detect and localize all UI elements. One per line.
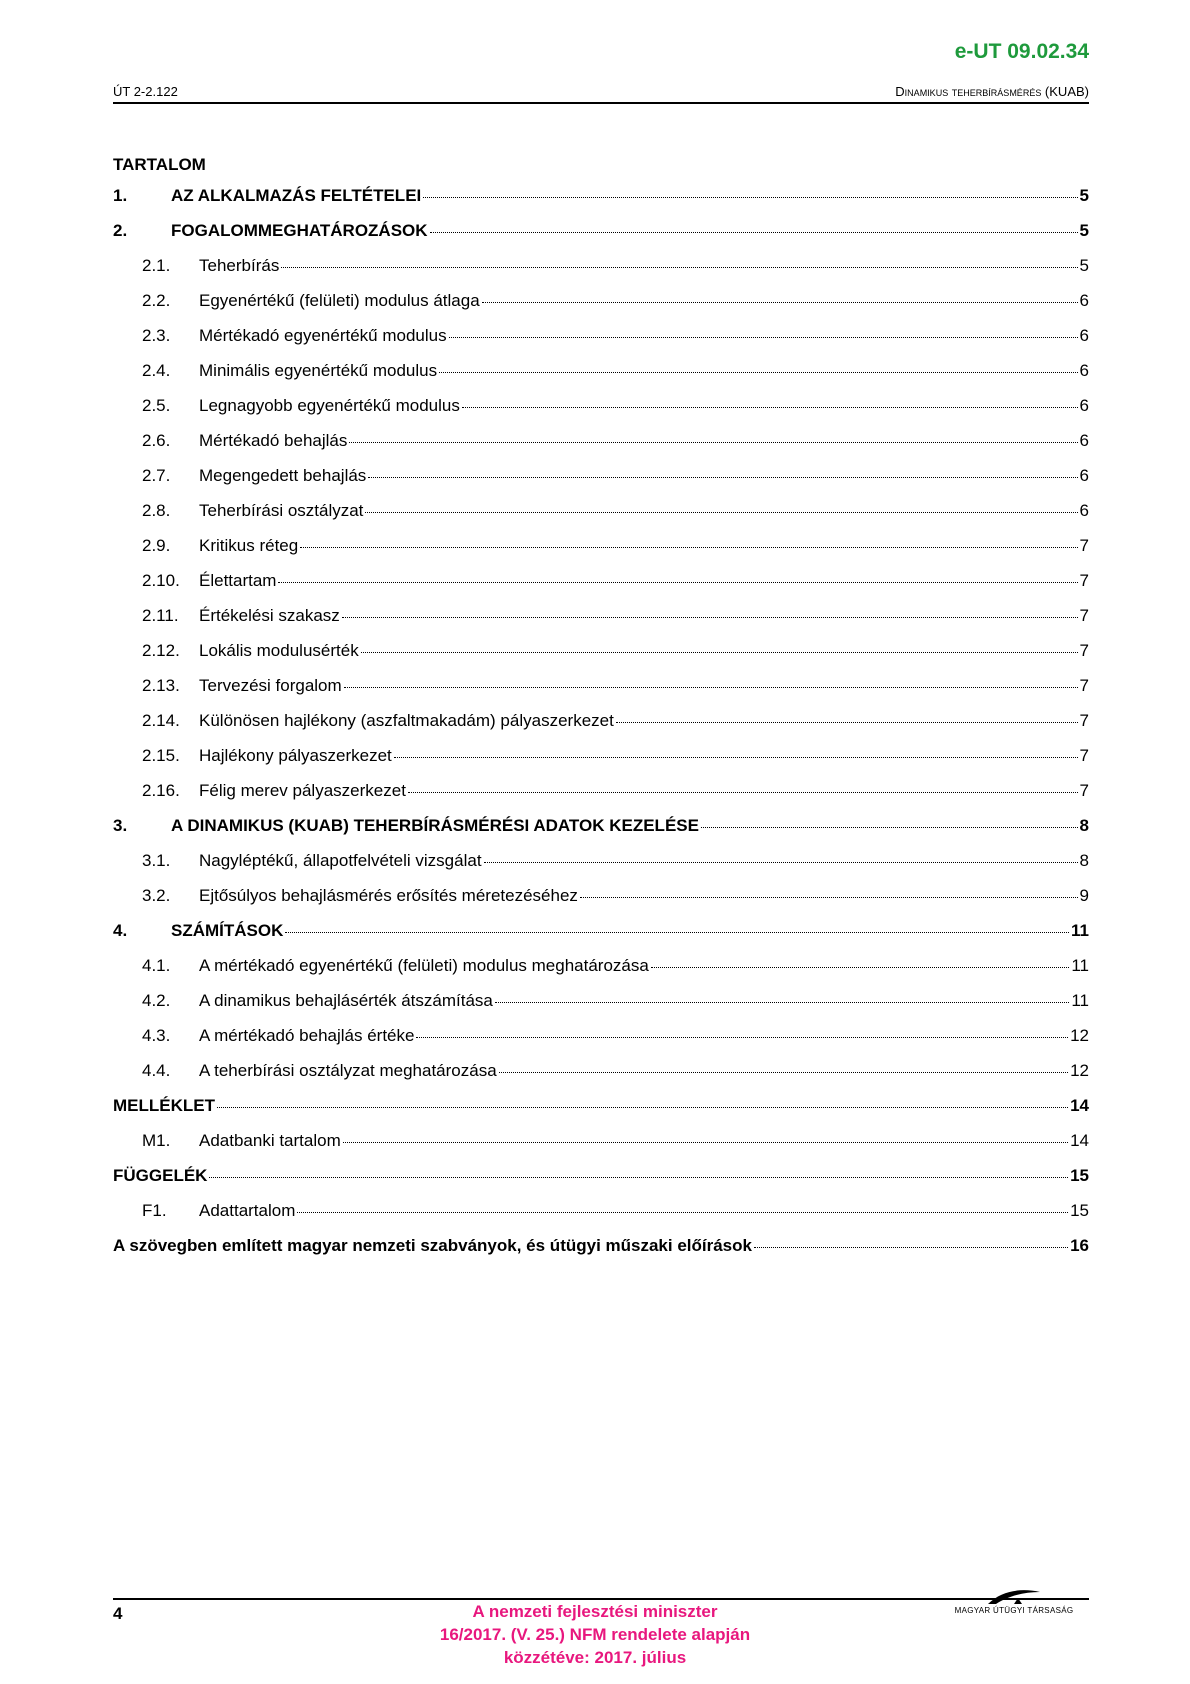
toc-entry-number: 2.14. (142, 711, 180, 730)
toc-entry-page: 7 (1079, 711, 1089, 730)
toc-entry-page: 7 (1079, 641, 1089, 660)
toc-entry-title: Ejtősúlyos behajlásmérés erősítés méretezéséhez (199, 886, 578, 905)
toc-entry[interactable] (113, 711, 1089, 746)
toc-entry[interactable] (113, 1131, 1089, 1166)
toc-entry-page: 6 (1079, 431, 1089, 450)
toc-leader (361, 652, 1078, 653)
toc-entry[interactable] (113, 466, 1089, 501)
toc-entry[interactable] (113, 816, 1089, 851)
toc-entry-number: 3.1. (142, 851, 171, 870)
toc-leader (342, 617, 1078, 618)
toc-leader (416, 1037, 1068, 1038)
toc-leader (281, 267, 1077, 268)
toc-leader (365, 512, 1077, 513)
toc-entry-number: M1. (142, 1131, 171, 1150)
toc-entry-page: 9 (1079, 886, 1089, 905)
toc-entry-page: 6 (1079, 466, 1089, 485)
toc-entry-number: 2.5. (142, 396, 171, 415)
page-number: 4 (113, 1604, 123, 1623)
toc-entry-page: 6 (1079, 396, 1089, 415)
toc-entry-page: 6 (1079, 326, 1089, 345)
toc-entry-title: Mértékadó egyenértékű modulus (199, 326, 447, 345)
toc-leader (449, 337, 1078, 338)
header-rule (113, 102, 1089, 104)
toc-entry-number: 4.3. (142, 1026, 171, 1045)
toc-entry[interactable] (113, 1026, 1089, 1061)
toc-entry[interactable] (113, 1236, 1089, 1271)
toc-entry-title: MELLÉKLET (113, 1096, 215, 1115)
toc-entry-title: A mértékadó egyenértékű (felületi) modulus meghatározása (199, 956, 649, 975)
toc-entry[interactable] (113, 1166, 1089, 1201)
toc-leader (297, 1212, 1068, 1213)
toc-entry-number: 2.7. (142, 466, 171, 485)
toc-entry-number: 4.2. (142, 991, 171, 1010)
toc-leader (439, 372, 1077, 373)
toc-entry-number: 2.2. (142, 291, 171, 310)
toc-entry[interactable] (113, 291, 1089, 326)
toc-entry-page: 6 (1079, 361, 1089, 380)
toc-entry-page: 7 (1079, 746, 1089, 765)
toc-entry-number: 2.12. (142, 641, 180, 660)
road-swoosh-icon (984, 1586, 1044, 1606)
toc-leader (278, 582, 1077, 583)
toc-entry-page: 15 (1070, 1201, 1089, 1220)
toc-entry-page: 6 (1079, 501, 1089, 520)
toc-leader (754, 1247, 1068, 1248)
toc-entry-number: F1. (142, 1201, 167, 1220)
toc-entry-page: 7 (1079, 676, 1089, 695)
toc-heading: TARTALOM (113, 155, 206, 174)
toc-leader (616, 722, 1078, 723)
toc-entry-page: 6 (1079, 291, 1089, 310)
toc-entry-page: 14 (1070, 1131, 1089, 1150)
toc-entry-number: 2.3. (142, 326, 171, 345)
toc-leader (349, 442, 1077, 443)
toc-entry[interactable] (113, 851, 1089, 886)
toc-entry[interactable] (113, 361, 1089, 396)
toc-leader (499, 1072, 1068, 1073)
toc-entry-number: 2.13. (142, 676, 180, 695)
toc-entry-number: 4.1. (142, 956, 171, 975)
toc-entry-number: 2.4. (142, 361, 171, 380)
toc-entry-page: 8 (1079, 816, 1089, 835)
toc-entry-number: 2.10. (142, 571, 180, 590)
toc-entry-page: 5 (1079, 221, 1089, 240)
toc-entry-title: Kritikus réteg (199, 536, 299, 555)
toc-leader (343, 1142, 1068, 1143)
toc-entry-page: 14 (1070, 1096, 1089, 1115)
toc-entry-page: 11 (1071, 956, 1089, 975)
toc-entry[interactable] (113, 991, 1089, 1026)
toc-entry-number: 3.2. (142, 886, 171, 905)
toc-entry[interactable] (113, 221, 1089, 256)
toc-leader (394, 757, 1078, 758)
toc-entry[interactable] (113, 501, 1089, 536)
toc-leader (430, 232, 1078, 233)
toc-entry-title: Adattartalom (199, 1201, 296, 1220)
toc-entry-page: 16 (1070, 1236, 1089, 1255)
logo-text: MAGYAR ÚTÜGYI TÁRSASÁG (954, 1606, 1074, 1615)
toc-entry-page: 7 (1079, 781, 1089, 800)
toc-entry-page: 5 (1079, 256, 1089, 275)
toc-entry-title: A szövegben említett magyar nemzeti szabványok, és útügyi műszaki előírások (113, 1236, 752, 1255)
toc-entry-page: 15 (1070, 1166, 1089, 1185)
toc-entry-title: FOGALOMMEGHATÁROZÁSOK (171, 221, 428, 240)
header-document-title: Dinamikus teherbírásmérés (KUAB) (895, 84, 1089, 99)
toc-entry-title: Félig merev pályaszerkezet (199, 781, 406, 800)
toc-entry[interactable] (113, 956, 1089, 991)
toc-entry-number: 3. (113, 816, 128, 835)
toc-leader (580, 897, 1078, 898)
toc-entry-title: A mértékadó behajlás értéke (199, 1026, 415, 1045)
toc-entry[interactable] (113, 781, 1089, 816)
toc-entry-title: Értékelési szakasz (199, 606, 340, 625)
toc-entry-title: SZÁMÍTÁSOK (171, 921, 284, 940)
toc-entry-number: 1. (113, 186, 128, 205)
toc-entry-title: Lokális modulusérték (199, 641, 359, 660)
toc-entry[interactable] (113, 431, 1089, 466)
toc-entry-title: Minimális egyenértékű modulus (199, 361, 438, 380)
toc-entry-number: 2.16. (142, 781, 180, 800)
toc-entry-title: Adatbanki tartalom (199, 1131, 341, 1150)
table-of-contents (113, 186, 1089, 1271)
toc-entry-title: FÜGGELÉK (113, 1166, 208, 1185)
toc-leader (484, 862, 1078, 863)
toc-entry-number: 4. (113, 921, 128, 940)
toc-entry-title: A dinamikus behajlásérték átszámítása (199, 991, 493, 1010)
toc-leader (701, 827, 1078, 828)
toc-entry-number: 2. (113, 221, 128, 240)
toc-entry-title: Különösen hajlékony (aszfaltmakadám) pályaszerkezet (199, 711, 614, 730)
toc-entry-title: A DINAMIKUS (KUAB) TEHERBÍRÁSMÉRÉSI ADATOK KEZELÉSE (171, 816, 699, 835)
society-logo (939, 1586, 1089, 1626)
toc-entry-number: 4.4. (142, 1061, 171, 1080)
toc-entry-title: A teherbírási osztályzat meghatározása (199, 1061, 497, 1080)
toc-entry-page: 11 (1071, 991, 1089, 1010)
toc-leader (285, 932, 1069, 933)
toc-entry-page: 7 (1079, 606, 1089, 625)
toc-entry-title: Hajlékony pályaszerkezet (199, 746, 392, 765)
toc-entry[interactable] (113, 886, 1089, 921)
header-standard-number: ÚT 2-2.122 (113, 84, 178, 99)
toc-leader (344, 687, 1078, 688)
toc-entry-page: 12 (1070, 1026, 1089, 1045)
toc-entry-number: 2.11. (142, 606, 179, 625)
toc-entry-title: Teherbírás (199, 256, 280, 275)
toc-entry[interactable] (113, 921, 1089, 956)
toc-leader (423, 197, 1077, 198)
toc-leader (482, 302, 1078, 303)
toc-entry-title: Legnagyobb egyenértékű modulus (199, 396, 460, 415)
toc-entry[interactable] (113, 1061, 1089, 1096)
toc-entry-number: 2.1. (142, 256, 171, 275)
toc-entry-title: Egyenértékű (felületi) modulus átlaga (199, 291, 480, 310)
toc-entry-title: Élettartam (199, 571, 277, 590)
toc-entry[interactable] (113, 396, 1089, 431)
toc-entry-number: 2.15. (142, 746, 180, 765)
toc-leader (651, 967, 1070, 968)
toc-leader (217, 1107, 1068, 1108)
toc-entry[interactable] (113, 606, 1089, 641)
document-code: e-UT 09.02.34 (954, 40, 1089, 63)
toc-entry-number: 2.6. (142, 431, 171, 450)
publication-line-1: A nemzeti fejlesztési miniszter (472, 1602, 718, 1621)
toc-entry-page: 11 (1071, 921, 1089, 940)
toc-entry[interactable] (113, 326, 1089, 361)
toc-leader (300, 547, 1077, 548)
toc-entry[interactable] (113, 641, 1089, 676)
toc-entry-title: Nagyléptékű, állapotfelvételi vizsgálat (199, 851, 482, 870)
toc-entry-number: 2.9. (142, 536, 171, 555)
toc-entry-title: AZ ALKALMAZÁS FELTÉTELEI (171, 186, 422, 205)
toc-entry[interactable] (113, 571, 1089, 606)
toc-entry[interactable] (113, 1096, 1089, 1131)
toc-entry-title: Megengedett behajlás (199, 466, 367, 485)
toc-entry[interactable] (113, 536, 1089, 571)
toc-leader (209, 1177, 1068, 1178)
toc-entry-page: 8 (1079, 851, 1089, 870)
publication-line-2: 16/2017. (V. 25.) NFM rendelete alapján (439, 1625, 751, 1644)
toc-entry-page: 5 (1079, 186, 1089, 205)
toc-entry-title: Mértékadó behajlás (199, 431, 348, 450)
toc-entry-number: 2.8. (142, 501, 171, 520)
publication-line-3: közzétéve: 2017. július (503, 1648, 687, 1667)
toc-entry[interactable] (113, 676, 1089, 711)
toc-leader (368, 477, 1077, 478)
toc-entry[interactable] (113, 1201, 1089, 1236)
toc-entry-page: 7 (1079, 536, 1089, 555)
toc-leader (408, 792, 1078, 793)
toc-entry[interactable] (113, 746, 1089, 781)
toc-leader (462, 407, 1078, 408)
toc-entry-title: Tervezési forgalom (199, 676, 342, 695)
toc-entry[interactable] (113, 186, 1089, 221)
toc-entry[interactable] (113, 256, 1089, 291)
toc-entry-title: Teherbírási osztályzat (199, 501, 364, 520)
toc-entry-page: 12 (1070, 1061, 1089, 1080)
toc-leader (495, 1002, 1069, 1003)
toc-entry-page: 7 (1079, 571, 1089, 590)
